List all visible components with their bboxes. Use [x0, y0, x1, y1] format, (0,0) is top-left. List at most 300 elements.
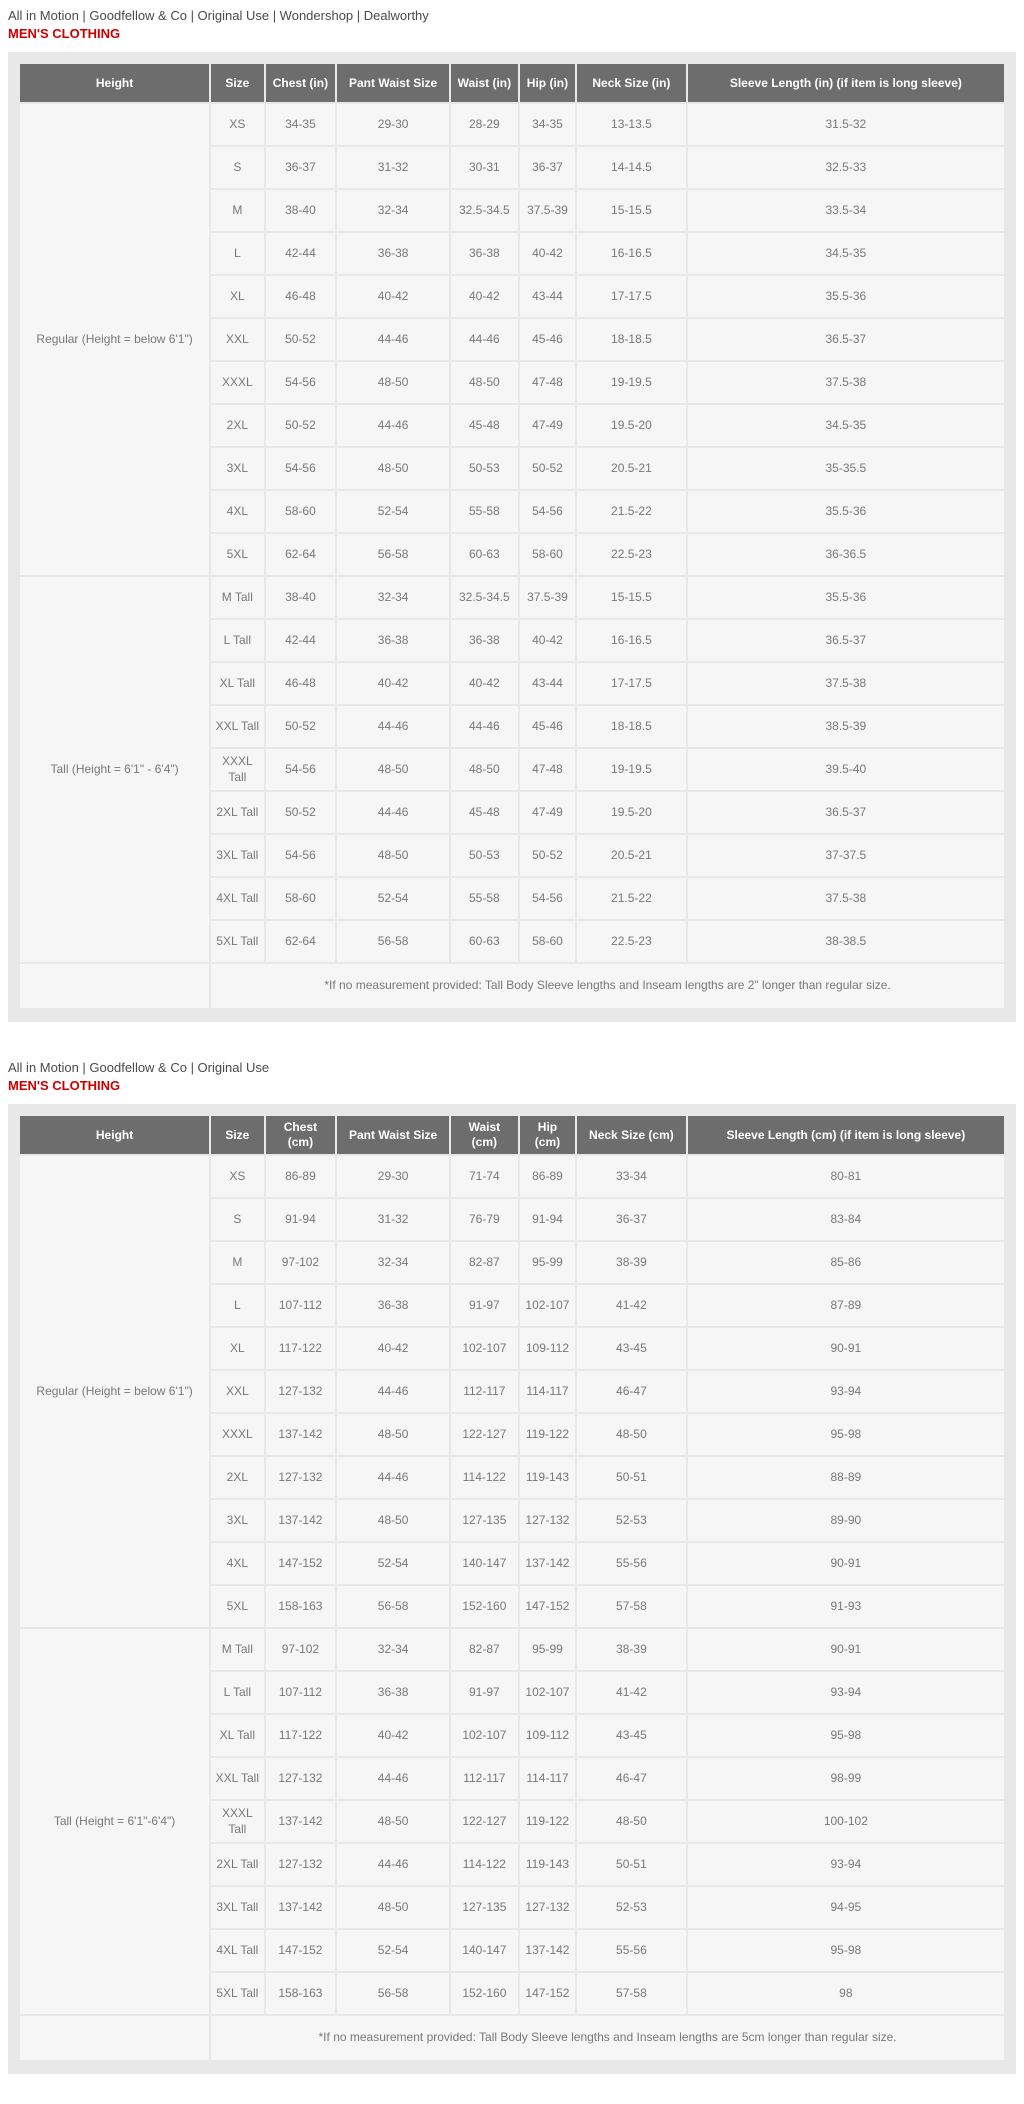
sleeve-cell: 90-91 — [688, 1543, 1004, 1584]
waist-cell: 71-74 — [451, 1156, 518, 1197]
col-header-size: Size — [211, 64, 263, 102]
neck-cell: 18-18.5 — [577, 706, 686, 747]
footnote-spacer-cell — [20, 2016, 209, 2060]
col-header-pant-waist: Pant Waist Size — [337, 1116, 449, 1154]
waist-cell: 44-46 — [451, 706, 518, 747]
hip-cell: 119-122 — [520, 1801, 575, 1842]
chest-cell: 86-89 — [266, 1156, 336, 1197]
size-chart-table-inches — [18, 62, 1006, 1010]
sleeve-cell: 36.5-37 — [688, 319, 1004, 360]
hip-cell: 54-56 — [520, 878, 575, 919]
sleeve-cell: 38-38.5 — [688, 921, 1004, 962]
pant-waist-cell: 52-54 — [337, 1543, 449, 1584]
hip-cell: 36-37 — [520, 147, 575, 188]
pant-waist-cell: 48-50 — [337, 1887, 449, 1928]
chest-cell: 137-142 — [266, 1414, 336, 1455]
hip-cell: 119-122 — [520, 1414, 575, 1455]
neck-cell: 13-13.5 — [577, 104, 686, 145]
hip-cell: 147-152 — [520, 1973, 575, 2014]
col-header-chest: Chest (cm) — [266, 1116, 336, 1154]
chest-cell: 107-112 — [266, 1285, 336, 1326]
size-cell: XXL — [211, 1371, 263, 1412]
footnote-cell: *If no measurement provided: Tall Body Sleeve lengths and Inseam lengths are 5cm longer than regular size. — [211, 2016, 1004, 2060]
pant-waist-cell: 29-30 — [337, 104, 449, 145]
size-cell: 4XL Tall — [211, 1930, 263, 1971]
sleeve-cell: 32.5-33 — [688, 147, 1004, 188]
size-cell: 2XL Tall — [211, 1844, 263, 1885]
sleeve-cell: 95-98 — [688, 1930, 1004, 1971]
hip-cell: 137-142 — [520, 1543, 575, 1584]
pant-waist-cell: 32-34 — [337, 1629, 449, 1670]
pant-waist-cell: 29-30 — [337, 1156, 449, 1197]
chest-cell: 62-64 — [266, 534, 336, 575]
pant-waist-cell: 48-50 — [337, 835, 449, 876]
pant-waist-cell: 44-46 — [337, 1758, 449, 1799]
sleeve-cell: 93-94 — [688, 1672, 1004, 1713]
chest-cell: 50-52 — [266, 405, 336, 446]
hip-cell: 37.5-39 — [520, 577, 575, 618]
col-header-chest: Chest (in) — [266, 64, 336, 102]
sleeve-cell: 35.5-36 — [688, 577, 1004, 618]
pant-waist-cell: 44-46 — [337, 319, 449, 360]
pant-waist-cell: 36-38 — [337, 233, 449, 274]
pant-waist-cell: 32-34 — [337, 190, 449, 231]
neck-cell: 21.5-22 — [577, 878, 686, 919]
height-group-cell: Regular (Height = below 6'1") — [20, 1156, 209, 1627]
col-header-neck: Neck Size (in) — [577, 64, 686, 102]
neck-cell: 48-50 — [577, 1414, 686, 1455]
size-cell: 2XL — [211, 405, 263, 446]
neck-cell: 19.5-20 — [577, 405, 686, 446]
waist-cell: 40-42 — [451, 663, 518, 704]
neck-cell: 22.5-23 — [577, 534, 686, 575]
neck-cell: 19.5-20 — [577, 792, 686, 833]
chest-cell: 42-44 — [266, 233, 336, 274]
neck-cell: 36-37 — [577, 1199, 686, 1240]
neck-cell: 16-16.5 — [577, 233, 686, 274]
neck-cell: 55-56 — [577, 1930, 686, 1971]
waist-cell: 127-135 — [451, 1887, 518, 1928]
height-group-cell: Regular (Height = below 6'1") — [20, 104, 209, 575]
footnote-spacer-cell — [20, 964, 209, 1008]
neck-cell: 15-15.5 — [577, 577, 686, 618]
chest-cell: 38-40 — [266, 577, 336, 618]
sleeve-cell: 85-86 — [688, 1242, 1004, 1283]
chest-cell: 158-163 — [266, 1973, 336, 2014]
sleeve-cell: 37.5-38 — [688, 663, 1004, 704]
neck-cell: 16-16.5 — [577, 620, 686, 661]
pant-waist-cell: 48-50 — [337, 1414, 449, 1455]
pant-waist-cell: 44-46 — [337, 405, 449, 446]
hip-cell: 47-48 — [520, 362, 575, 403]
waist-cell: 40-42 — [451, 276, 518, 317]
hip-cell: 102-107 — [520, 1285, 575, 1326]
sleeve-cell: 37-37.5 — [688, 835, 1004, 876]
chest-cell: 46-48 — [266, 663, 336, 704]
chest-cell: 36-37 — [266, 147, 336, 188]
chest-cell: 127-132 — [266, 1371, 336, 1412]
pant-waist-cell: 32-34 — [337, 1242, 449, 1283]
chest-cell: 127-132 — [266, 1844, 336, 1885]
chest-cell: 54-56 — [266, 362, 336, 403]
size-cell: 2XL — [211, 1457, 263, 1498]
pant-waist-cell: 52-54 — [337, 1930, 449, 1971]
sleeve-cell: 36.5-37 — [688, 620, 1004, 661]
waist-cell: 82-87 — [451, 1629, 518, 1670]
hip-cell: 86-89 — [520, 1156, 575, 1197]
size-cell: XXXL Tall — [211, 749, 263, 790]
chest-cell: 54-56 — [266, 448, 336, 489]
chest-cell: 117-122 — [266, 1328, 336, 1369]
neck-cell: 41-42 — [577, 1672, 686, 1713]
hip-cell: 109-112 — [520, 1715, 575, 1756]
waist-cell: 48-50 — [451, 749, 518, 790]
size-cell: M — [211, 190, 263, 231]
footnote-row — [20, 2016, 1004, 2060]
chest-cell: 147-152 — [266, 1930, 336, 1971]
waist-cell: 28-29 — [451, 104, 518, 145]
size-cell: XXXL Tall — [211, 1801, 263, 1842]
sleeve-cell: 39.5-40 — [688, 749, 1004, 790]
waist-cell: 76-79 — [451, 1199, 518, 1240]
waist-cell: 112-117 — [451, 1371, 518, 1412]
hip-cell: 34-35 — [520, 104, 575, 145]
neck-cell: 33-34 — [577, 1156, 686, 1197]
sleeve-cell: 36.5-37 — [688, 792, 1004, 833]
size-cell: 5XL Tall — [211, 1973, 263, 2014]
size-cell: 5XL Tall — [211, 921, 263, 962]
pant-waist-cell: 40-42 — [337, 663, 449, 704]
neck-cell: 48-50 — [577, 1801, 686, 1842]
size-cell: 4XL Tall — [211, 878, 263, 919]
table-container — [8, 1104, 1016, 2074]
waist-cell: 102-107 — [451, 1328, 518, 1369]
pant-waist-cell: 40-42 — [337, 276, 449, 317]
pant-waist-cell: 56-58 — [337, 1586, 449, 1627]
sleeve-cell: 87-89 — [688, 1285, 1004, 1326]
col-header-pant-waist: Pant Waist Size — [337, 64, 449, 102]
table-row — [20, 1156, 1004, 1197]
chest-cell: 137-142 — [266, 1801, 336, 1842]
chest-cell: 62-64 — [266, 921, 336, 962]
sleeve-cell: 93-94 — [688, 1371, 1004, 1412]
waist-cell: 152-160 — [451, 1586, 518, 1627]
waist-cell: 114-122 — [451, 1457, 518, 1498]
col-header-height: Height — [20, 64, 209, 102]
waist-cell: 55-58 — [451, 878, 518, 919]
sleeve-cell: 31.5-32 — [688, 104, 1004, 145]
neck-cell: 52-53 — [577, 1500, 686, 1541]
chest-cell: 107-112 — [266, 1672, 336, 1713]
waist-cell: 91-97 — [451, 1672, 518, 1713]
chest-cell: 147-152 — [266, 1543, 336, 1584]
waist-cell: 122-127 — [451, 1801, 518, 1842]
pant-waist-cell: 44-46 — [337, 1844, 449, 1885]
sleeve-cell: 93-94 — [688, 1844, 1004, 1885]
col-header-waist: Waist (cm) — [451, 1116, 518, 1154]
pant-waist-cell: 44-46 — [337, 706, 449, 747]
waist-cell: 36-38 — [451, 620, 518, 661]
chest-cell: 127-132 — [266, 1457, 336, 1498]
size-cell: XS — [211, 104, 263, 145]
hip-cell: 43-44 — [520, 663, 575, 704]
size-cell: 3XL Tall — [211, 1887, 263, 1928]
hip-cell: 50-52 — [520, 835, 575, 876]
sleeve-cell: 98 — [688, 1973, 1004, 2014]
pant-waist-cell: 31-32 — [337, 147, 449, 188]
hip-cell: 47-49 — [520, 792, 575, 833]
sleeve-cell: 91-93 — [688, 1586, 1004, 1627]
page-title: MEN'S CLOTHING — [8, 1078, 121, 1093]
size-cell: XL Tall — [211, 663, 263, 704]
size-cell: 5XL — [211, 534, 263, 575]
hip-cell: 47-48 — [520, 749, 575, 790]
col-header-neck: Neck Size (cm) — [577, 1116, 686, 1154]
pant-waist-cell: 52-54 — [337, 491, 449, 532]
sleeve-cell: 37.5-38 — [688, 878, 1004, 919]
size-cell: XXL Tall — [211, 1758, 263, 1799]
sleeve-cell: 83-84 — [688, 1199, 1004, 1240]
pant-waist-cell: 48-50 — [337, 749, 449, 790]
chest-cell: 91-94 — [266, 1199, 336, 1240]
size-cell: XXL — [211, 319, 263, 360]
col-header-hip: Hip (cm) — [520, 1116, 575, 1154]
pant-waist-cell: 48-50 — [337, 362, 449, 403]
hip-cell: 114-117 — [520, 1371, 575, 1412]
pant-waist-cell: 44-46 — [337, 1457, 449, 1498]
sleeve-cell: 94-95 — [688, 1887, 1004, 1928]
neck-cell: 38-39 — [577, 1629, 686, 1670]
hip-cell: 45-46 — [520, 319, 575, 360]
pant-waist-cell: 56-58 — [337, 534, 449, 575]
brand-list: All in Motion | Goodfellow & Co | Original Use — [8, 1060, 270, 1075]
chest-cell: 97-102 — [266, 1629, 336, 1670]
chest-cell: 42-44 — [266, 620, 336, 661]
pant-waist-cell: 36-38 — [337, 1285, 449, 1326]
waist-cell: 50-53 — [451, 448, 518, 489]
size-cell: M Tall — [211, 1629, 263, 1670]
chest-cell: 34-35 — [266, 104, 336, 145]
hip-cell: 37.5-39 — [520, 190, 575, 231]
waist-cell: 152-160 — [451, 1973, 518, 2014]
sleeve-cell: 95-98 — [688, 1414, 1004, 1455]
neck-cell: 57-58 — [577, 1586, 686, 1627]
sleeve-cell: 35.5-36 — [688, 276, 1004, 317]
waist-cell: 91-97 — [451, 1285, 518, 1326]
hip-cell: 58-60 — [520, 534, 575, 575]
size-chart-section-cm — [0, 1052, 1024, 2074]
chest-cell: 127-132 — [266, 1758, 336, 1799]
neck-cell: 46-47 — [577, 1371, 686, 1412]
waist-cell: 50-53 — [451, 835, 518, 876]
col-header-waist: Waist (in) — [451, 64, 518, 102]
sleeve-cell: 98-99 — [688, 1758, 1004, 1799]
hip-cell: 40-42 — [520, 233, 575, 274]
neck-cell: 22.5-23 — [577, 921, 686, 962]
waist-cell: 114-122 — [451, 1844, 518, 1885]
neck-cell: 57-58 — [577, 1973, 686, 2014]
neck-cell: 50-51 — [577, 1844, 686, 1885]
pant-waist-cell: 31-32 — [337, 1199, 449, 1240]
chest-cell: 58-60 — [266, 491, 336, 532]
size-cell: XL — [211, 1328, 263, 1369]
waist-cell: 45-48 — [451, 405, 518, 446]
hip-cell: 95-99 — [520, 1242, 575, 1283]
sleeve-cell: 35.5-36 — [688, 491, 1004, 532]
waist-cell: 102-107 — [451, 1715, 518, 1756]
size-cell: XS — [211, 1156, 263, 1197]
hip-cell: 95-99 — [520, 1629, 575, 1670]
pant-waist-cell: 44-46 — [337, 792, 449, 833]
waist-cell: 36-38 — [451, 233, 518, 274]
pant-waist-cell: 32-34 — [337, 577, 449, 618]
neck-cell: 18-18.5 — [577, 319, 686, 360]
size-cell: 3XL Tall — [211, 835, 263, 876]
hip-cell: 119-143 — [520, 1457, 575, 1498]
chest-cell: 137-142 — [266, 1887, 336, 1928]
size-cell: L Tall — [211, 1672, 263, 1713]
waist-cell: 112-117 — [451, 1758, 518, 1799]
waist-cell: 60-63 — [451, 921, 518, 962]
chest-cell: 97-102 — [266, 1242, 336, 1283]
neck-cell: 46-47 — [577, 1758, 686, 1799]
neck-cell: 20.5-21 — [577, 835, 686, 876]
size-cell: 2XL Tall — [211, 792, 263, 833]
hip-cell: 114-117 — [520, 1758, 575, 1799]
pant-waist-cell: 56-58 — [337, 1973, 449, 2014]
chest-cell: 54-56 — [266, 835, 336, 876]
hip-cell: 50-52 — [520, 448, 575, 489]
height-group-cell: Tall (Height = 6'1" - 6'4") — [20, 577, 209, 962]
size-cell: L Tall — [211, 620, 263, 661]
size-chart-section-inches — [0, 0, 1024, 1022]
sleeve-cell: 90-91 — [688, 1328, 1004, 1369]
size-chart-table-cm — [18, 1114, 1006, 2062]
waist-cell: 60-63 — [451, 534, 518, 575]
size-cell: XL Tall — [211, 1715, 263, 1756]
hip-cell: 119-143 — [520, 1844, 575, 1885]
waist-cell: 44-46 — [451, 319, 518, 360]
neck-cell: 19-19.5 — [577, 362, 686, 403]
hip-cell: 137-142 — [520, 1930, 575, 1971]
pant-waist-cell: 52-54 — [337, 878, 449, 919]
hip-cell: 102-107 — [520, 1672, 575, 1713]
waist-cell: 127-135 — [451, 1500, 518, 1541]
neck-cell: 14-14.5 — [577, 147, 686, 188]
pant-waist-cell: 36-38 — [337, 1672, 449, 1713]
size-cell: 5XL — [211, 1586, 263, 1627]
sleeve-cell: 34.5-35 — [688, 405, 1004, 446]
sleeve-cell: 37.5-38 — [688, 362, 1004, 403]
size-cell: XL — [211, 276, 263, 317]
col-header-sleeve: Sleeve Length (cm) (if item is long sleeve) — [688, 1116, 1004, 1154]
table-row — [20, 577, 1004, 618]
size-cell: S — [211, 147, 263, 188]
waist-cell: 45-48 — [451, 792, 518, 833]
size-cell: 3XL — [211, 448, 263, 489]
hip-cell: 127-132 — [520, 1887, 575, 1928]
sleeve-cell: 89-90 — [688, 1500, 1004, 1541]
sleeve-cell: 38.5-39 — [688, 706, 1004, 747]
size-cell: M — [211, 1242, 263, 1283]
col-header-size: Size — [211, 1116, 263, 1154]
neck-cell: 17-17.5 — [577, 663, 686, 704]
hip-cell: 43-44 — [520, 276, 575, 317]
size-cell: M Tall — [211, 577, 263, 618]
table-row — [20, 1629, 1004, 1670]
chest-cell: 54-56 — [266, 749, 336, 790]
waist-cell: 140-147 — [451, 1930, 518, 1971]
pant-waist-cell: 40-42 — [337, 1328, 449, 1369]
col-header-height: Height — [20, 1116, 209, 1154]
size-cell: XXXL — [211, 1414, 263, 1455]
sleeve-cell: 33.5-34 — [688, 190, 1004, 231]
chest-cell: 58-60 — [266, 878, 336, 919]
size-cell: 4XL — [211, 1543, 263, 1584]
hip-cell: 91-94 — [520, 1199, 575, 1240]
pant-waist-cell: 48-50 — [337, 1500, 449, 1541]
table-row — [20, 104, 1004, 145]
hip-cell: 54-56 — [520, 491, 575, 532]
hip-cell: 58-60 — [520, 921, 575, 962]
table-container — [8, 52, 1016, 1022]
hip-cell: 147-152 — [520, 1586, 575, 1627]
height-group-cell: Tall (Height = 6'1"-6'4") — [20, 1629, 209, 2014]
pant-waist-cell: 36-38 — [337, 620, 449, 661]
neck-cell: 41-42 — [577, 1285, 686, 1326]
chest-cell: 50-52 — [266, 792, 336, 833]
waist-cell: 32.5-34.5 — [451, 577, 518, 618]
chest-cell: 117-122 — [266, 1715, 336, 1756]
waist-cell: 82-87 — [451, 1242, 518, 1283]
hip-cell: 47-49 — [520, 405, 575, 446]
chest-cell: 46-48 — [266, 276, 336, 317]
neck-cell: 21.5-22 — [577, 491, 686, 532]
pant-waist-cell: 40-42 — [337, 1715, 449, 1756]
hip-cell: 109-112 — [520, 1328, 575, 1369]
sleeve-cell: 100-102 — [688, 1801, 1004, 1842]
size-cell: XXXL — [211, 362, 263, 403]
neck-cell: 38-39 — [577, 1242, 686, 1283]
size-cell: S — [211, 1199, 263, 1240]
hip-cell: 127-132 — [520, 1500, 575, 1541]
footnote-cell: *If no measurement provided: Tall Body Sleeve lengths and Inseam lengths are 2" longer than regular size. — [211, 964, 1004, 1008]
waist-cell: 140-147 — [451, 1543, 518, 1584]
col-header-hip: Hip (in) — [520, 64, 575, 102]
page-title: MEN'S CLOTHING — [8, 26, 121, 41]
neck-cell: 17-17.5 — [577, 276, 686, 317]
chest-cell: 158-163 — [266, 1586, 336, 1627]
neck-cell: 43-45 — [577, 1328, 686, 1369]
pant-waist-cell: 48-50 — [337, 1801, 449, 1842]
waist-cell: 55-58 — [451, 491, 518, 532]
sleeve-cell: 90-91 — [688, 1629, 1004, 1670]
hip-cell: 45-46 — [520, 706, 575, 747]
size-cell: 4XL — [211, 491, 263, 532]
sleeve-cell: 80-81 — [688, 1156, 1004, 1197]
neck-cell: 15-15.5 — [577, 190, 686, 231]
size-cell: L — [211, 1285, 263, 1326]
neck-cell: 50-51 — [577, 1457, 686, 1498]
sleeve-cell: 34.5-35 — [688, 233, 1004, 274]
header-row — [20, 64, 1004, 102]
neck-cell: 52-53 — [577, 1887, 686, 1928]
sleeve-cell: 88-89 — [688, 1457, 1004, 1498]
chest-cell: 50-52 — [266, 706, 336, 747]
chest-cell: 50-52 — [266, 319, 336, 360]
sleeve-cell: 35-35.5 — [688, 448, 1004, 489]
pant-waist-cell: 44-46 — [337, 1371, 449, 1412]
